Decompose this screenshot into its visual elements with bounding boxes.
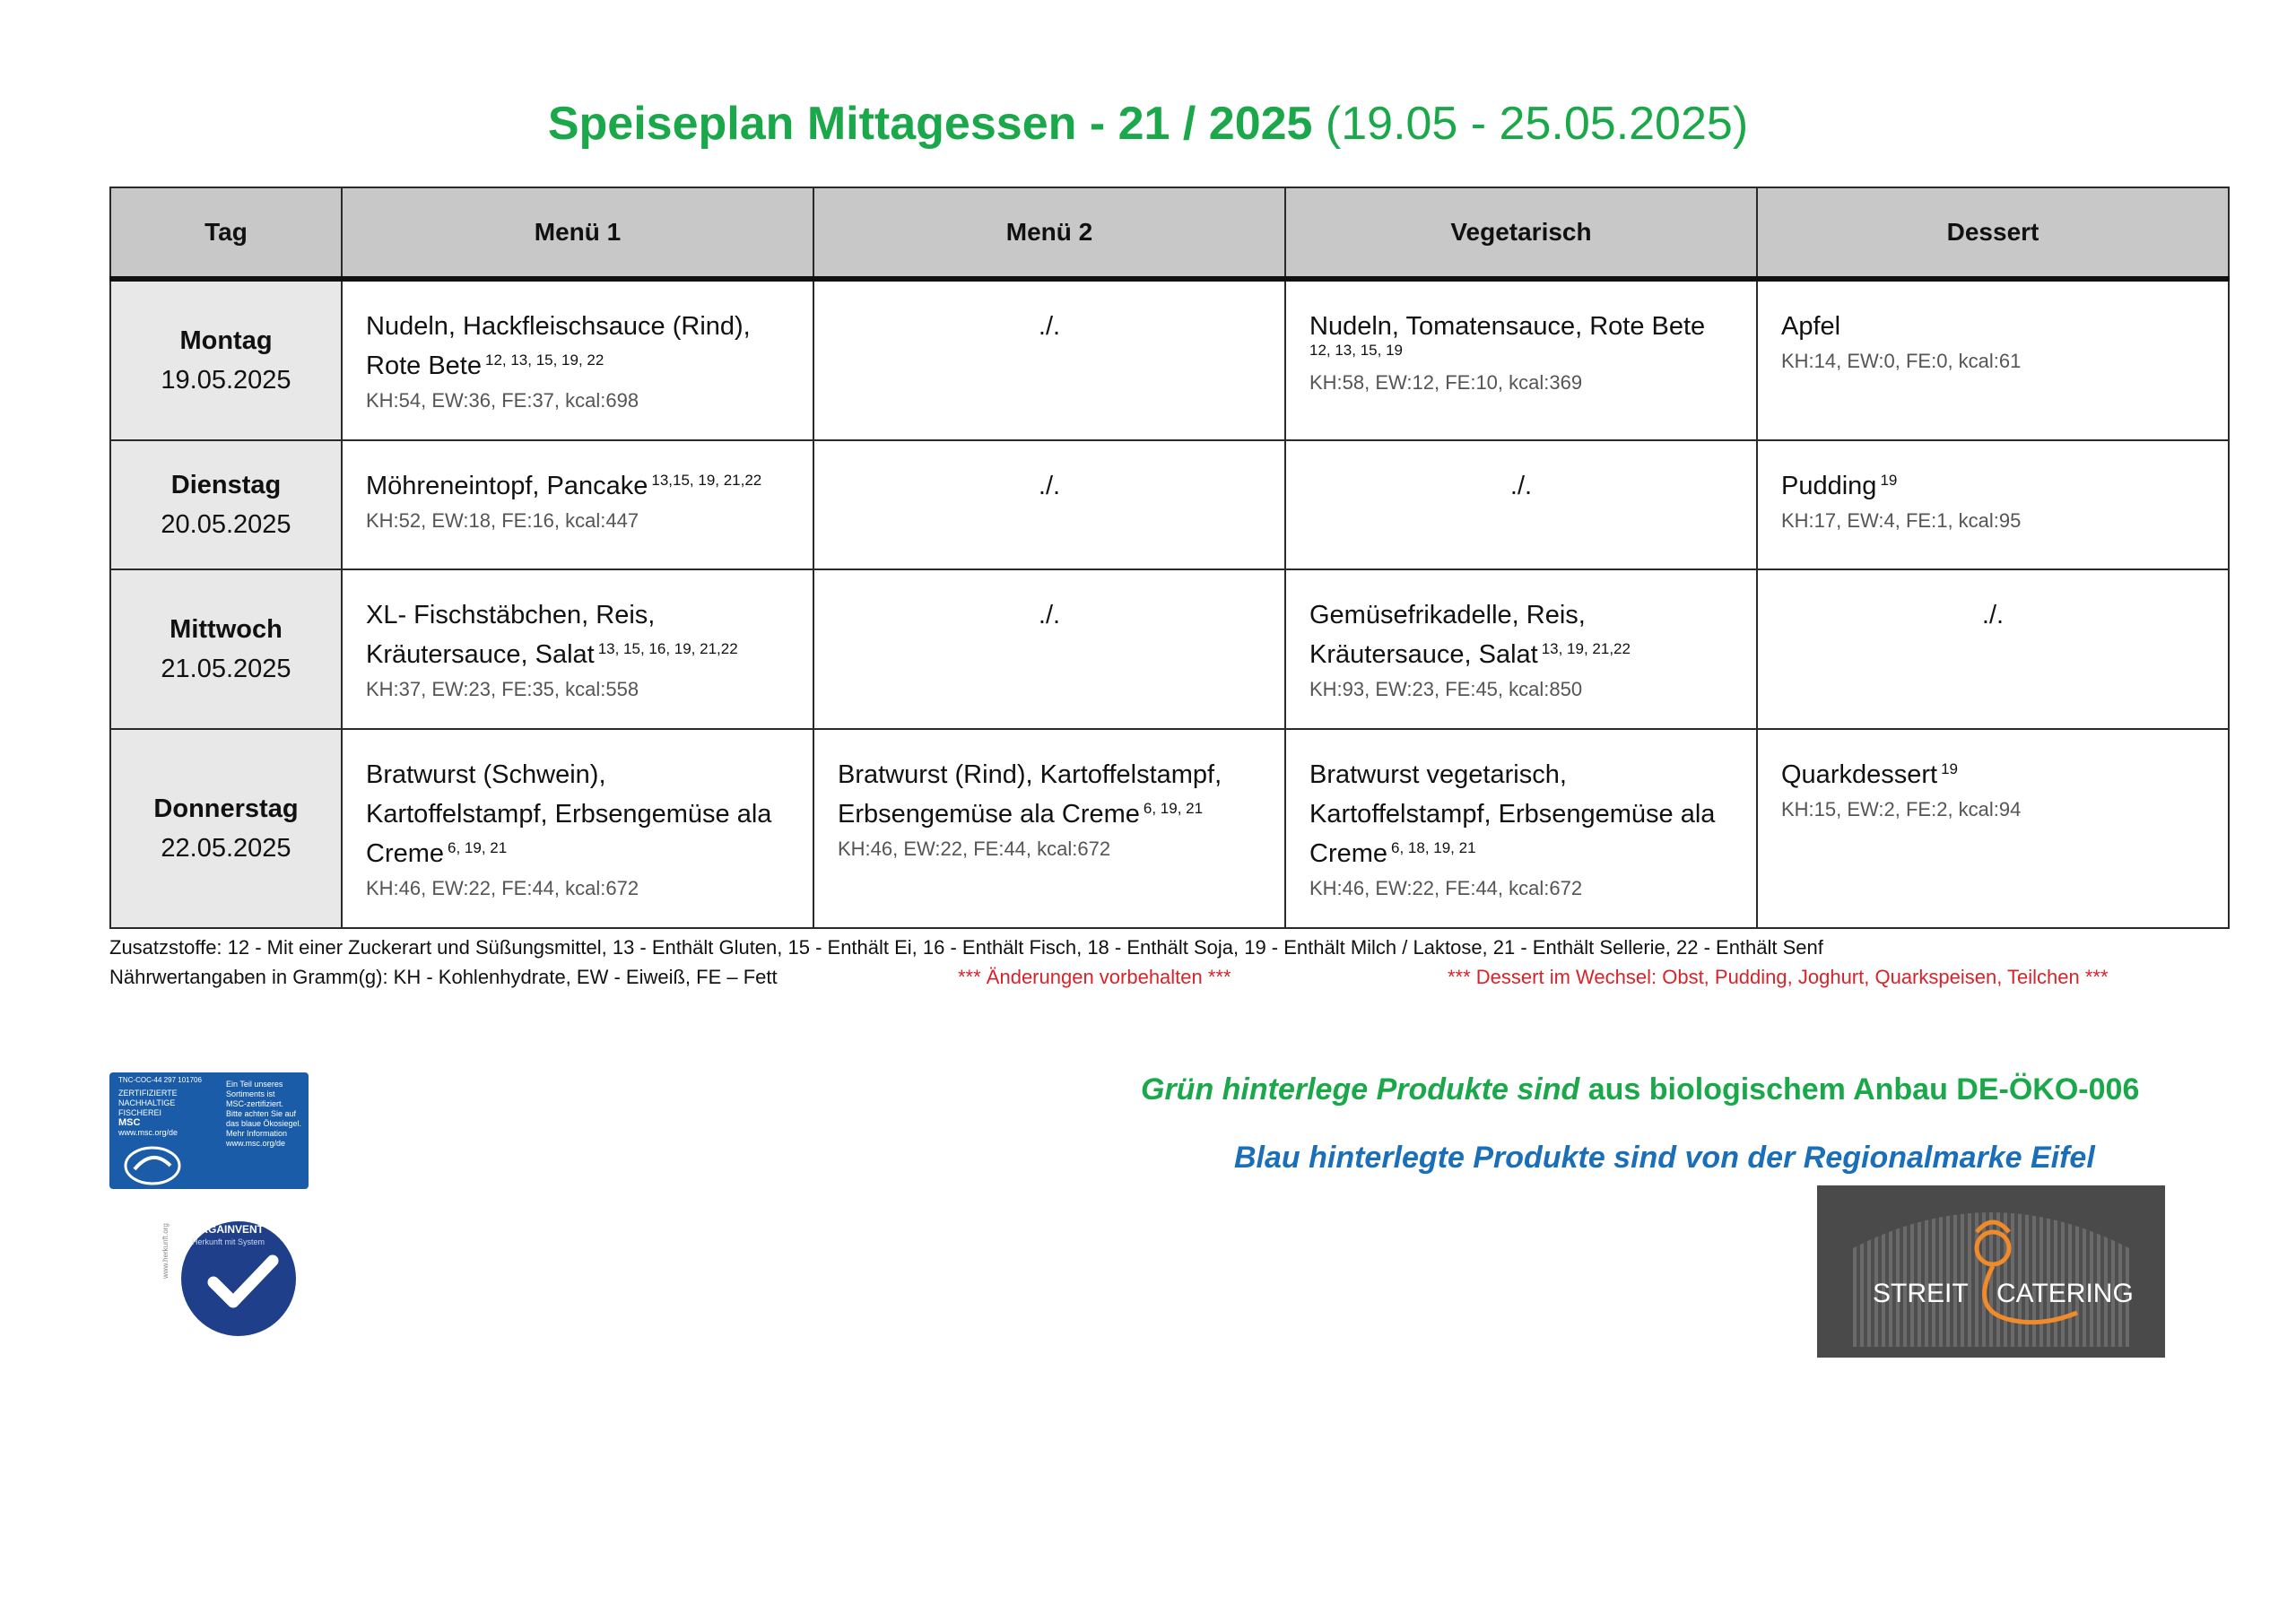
msc-fish-icon — [122, 1142, 185, 1187]
nutrition: KH:15, EW:2, FE:2, kcal:94 — [1781, 798, 2022, 820]
dish-text: Möhreneintopf, Pancake — [366, 472, 648, 500]
day-date: 22.05.2025 — [161, 834, 291, 863]
dessert-cell — [1757, 279, 2229, 440]
table-row — [110, 729, 2229, 928]
dish-text: Nudeln, Tomatensauce, Rote Bete — [1309, 312, 1706, 341]
catering-badge-icon — [1817, 1185, 2165, 1358]
menu1-cell — [342, 729, 813, 928]
additives: 6, 18, 19, 21 — [1391, 839, 1476, 856]
dish-text: Kartoffelstampf, Erbsengemüse ala — [1309, 800, 1716, 829]
msc-left-line: www.msc.org/de — [118, 1128, 178, 1137]
nutrition: KH:46, EW:22, FE:44, kcal:672 — [1309, 877, 1583, 899]
day-cell — [110, 569, 342, 729]
not-available: ./. — [1038, 601, 1061, 629]
nutrition: KH:14, EW:0, FE:0, kcal:61 — [1781, 350, 2022, 372]
title-main: Speiseplan Mittagessen - 21 / 2025 — [547, 98, 1313, 150]
regional-note: Blau hinterlegte Produkte sind von der Regionalmarke Eifel — [1234, 1141, 2095, 1175]
additives: 13, 19, 21,22 — [1541, 640, 1631, 657]
catering-right-text: CATERING — [1996, 1279, 2134, 1308]
dish-text: Creme — [1309, 839, 1388, 868]
msc-right-line: Ein Teil unseres — [226, 1080, 283, 1089]
additives: 19 — [1941, 760, 1958, 777]
vegetarian-cell — [1285, 569, 1757, 729]
menu1-cell — [342, 279, 813, 440]
table-row — [110, 569, 2229, 729]
msc-left-text — [118, 1089, 208, 1138]
dish-text: XL- Fischstäbchen, Reis, — [366, 601, 656, 629]
msc-code: TNC-COC-44 297 101706 — [118, 1076, 202, 1084]
nutrition: KH:37, EW:23, FE:35, kcal:558 — [366, 678, 639, 700]
organic-note-italic: Grün hinterlege Produkte sind — [1141, 1072, 1580, 1107]
nutrition: KH:46, EW:22, FE:44, kcal:672 — [366, 877, 639, 899]
header-menu2: Menü 2 — [813, 187, 1285, 279]
table-row — [110, 440, 2229, 569]
organic-note-rest: aus biologischem Anbau DE-ÖKO-006 — [1587, 1072, 2140, 1107]
dessert-cell — [1757, 569, 2229, 729]
msc-left-line: MSC — [118, 1117, 141, 1128]
menu-table — [109, 187, 2230, 929]
msc-right-line: www.msc.org/de — [226, 1139, 286, 1148]
header-day: Tag — [110, 187, 342, 279]
dish-text: Bratwurst (Schwein), — [366, 760, 606, 789]
orgainvent-logo — [161, 1207, 305, 1341]
nutrition-legend: Nährwertangaben in Gramm(g): KH - Kohlenhydrate, EW - Eiweiß, FE – Fett — [109, 966, 778, 988]
not-available: ./. — [1038, 312, 1061, 341]
additives: 6, 19, 21 — [1143, 800, 1204, 817]
dish-text: Bratwurst (Rind), Kartoffelstampf, — [838, 760, 1222, 789]
msc-left-line: NACHHALTIGE — [118, 1098, 176, 1107]
header-vegetarian: Vegetarisch — [1285, 187, 1757, 279]
nutrition: KH:93, EW:23, FE:45, kcal:850 — [1309, 678, 1583, 700]
header-dessert: Dessert — [1757, 187, 2229, 279]
msc-right-line: Bitte achten Sie auf — [226, 1109, 297, 1118]
day-name: Mittwoch — [170, 615, 283, 644]
day-cell — [110, 279, 342, 440]
dish-text: Erbsengemüse ala Creme — [838, 800, 1140, 829]
dish-text: Nudeln, Hackfleischsauce (Rind), Rote Bete — [366, 312, 751, 380]
dessert-cell — [1757, 729, 2229, 928]
dish-text: Creme — [366, 839, 445, 868]
nutrition: KH:52, EW:18, FE:16, kcal:447 — [366, 509, 639, 532]
nutrition: KH:58, EW:12, FE:10, kcal:369 — [1309, 371, 1583, 394]
menu2-cell — [813, 279, 1285, 440]
additives-legend: Zusatzstoffe: 12 - Mit einer Zuckerart und Süßungsmittel, 13 - Enthält Gluten, 15 - Enthält Ei, 16 - Enthält Fisch, 18 - Enthält Soja, 19 - Enthält Milch / Laktose, 21 - Enthält Sellerie, 22 - Enthält Senf — [109, 936, 1823, 959]
vegetarian-cell — [1285, 440, 1757, 569]
additives: 13, 15, 16, 19, 21,22 — [597, 640, 738, 657]
day-name: Montag — [179, 326, 273, 355]
orgainvent-url: www.herkunft.org — [161, 1223, 170, 1279]
menu2-cell — [813, 440, 1285, 569]
dish-text: Quarkdessert — [1781, 760, 1938, 789]
additives: 12, 13, 15, 19 — [1309, 342, 1403, 359]
msc-right-line: MSC-zertifiziert. — [226, 1099, 284, 1108]
menu1-cell — [342, 440, 813, 569]
dessert-rotation-note: *** Dessert im Wechsel: Obst, Pudding, Joghurt, Quarkspeisen, Teilchen *** — [1448, 966, 2109, 988]
additives: 6, 19, 21 — [448, 839, 508, 856]
msc-right-line: Sortiments ist — [226, 1089, 275, 1098]
header-menu1: Menü 1 — [342, 187, 813, 279]
msc-logo — [109, 1072, 309, 1189]
day-cell — [110, 729, 342, 928]
day-date: 19.05.2025 — [161, 366, 291, 395]
changes-note: *** Änderungen vorbehalten *** — [958, 966, 1231, 988]
menu2-cell — [813, 569, 1285, 729]
title-range: (19.05 - 25.05.2025) — [1325, 98, 1749, 150]
organic-note — [1141, 1072, 2139, 1107]
dish-text: Kräutersauce, Salat — [1309, 640, 1538, 669]
msc-left-line: FISCHEREI — [118, 1108, 162, 1117]
dish-text: Kartoffelstampf, Erbsengemüse ala — [366, 800, 772, 829]
nutrition: KH:54, EW:36, FE:37, kcal:698 — [366, 389, 639, 412]
streit-catering-logo — [1817, 1185, 2165, 1358]
day-date: 20.05.2025 — [161, 510, 291, 539]
additives: 13,15, 19, 21,22 — [651, 472, 762, 489]
msc-right-text — [226, 1080, 307, 1149]
page-title — [0, 97, 2296, 151]
table-row — [110, 279, 2229, 440]
day-date: 21.05.2025 — [161, 655, 291, 683]
nutrition: KH:17, EW:4, FE:1, kcal:95 — [1781, 509, 2022, 532]
vegetarian-cell — [1285, 279, 1757, 440]
day-name: Dienstag — [170, 471, 282, 499]
dish-text: Pudding — [1781, 472, 1877, 500]
day-cell — [110, 440, 342, 569]
dish-text: Bratwurst vegetarisch, — [1309, 760, 1567, 789]
menu2-cell — [813, 729, 1285, 928]
dessert-cell — [1757, 440, 2229, 569]
orgainvent-name: ORGAINVENT — [192, 1223, 265, 1236]
dish-text: Apfel — [1781, 312, 1841, 341]
dish-text: Gemüsefrikadelle, Reis, — [1309, 601, 1586, 629]
nutrition: KH:46, EW:22, FE:44, kcal:672 — [838, 838, 1111, 860]
dish-text: Kräutersauce, Salat — [366, 640, 595, 669]
orgainvent-tagline: Herkunft mit System — [192, 1237, 265, 1246]
catering-left-text: STREIT — [1873, 1279, 1969, 1308]
msc-right-line: Mehr Information — [226, 1129, 288, 1138]
table-header-row — [110, 187, 2229, 279]
msc-left-line: ZERTIFIZIERTE — [118, 1089, 178, 1098]
additives: 12, 13, 15, 19, 22 — [484, 352, 604, 369]
not-available: ./. — [1509, 472, 1533, 500]
not-available: ./. — [1981, 601, 2005, 629]
vegetarian-cell — [1285, 729, 1757, 928]
additives: 19 — [1880, 472, 1898, 489]
day-name: Donnerstag — [153, 794, 299, 823]
menu1-cell — [342, 569, 813, 729]
not-available: ./. — [1038, 472, 1061, 500]
msc-right-line: das blaue Ökosiegel. — [226, 1119, 302, 1128]
